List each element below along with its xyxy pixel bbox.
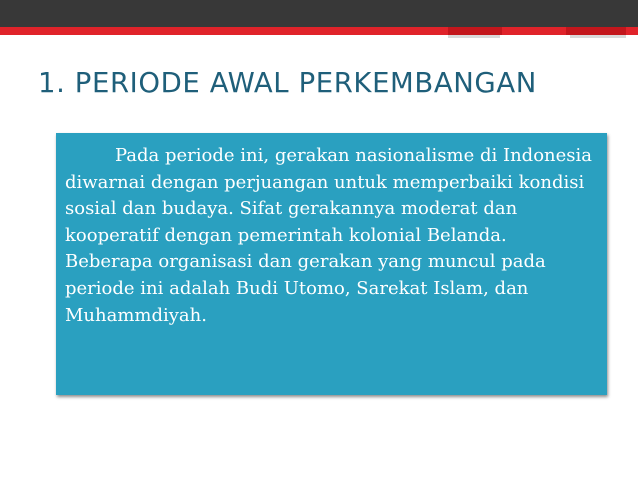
top-dark-bar — [0, 0, 638, 27]
slide-title: 1. PERIODE AWAL PERKEMBANGAN — [38, 67, 537, 99]
body-text: Pada periode ini, gerakan nasionalisme di Indonesia diwarnai dengan perjuangan untuk memperbaiki kondisi sosial dan budaya. Sifat gerakannya moderat dan kooperatif dengan pemerintah kolonial Belanda. Beberapa organisasi dan gerakan yang muncul pada periode ini adalah Budi Utomo, Sarekat Islam, dan Muhammdiyah. — [65, 145, 592, 326]
red-bar-segment — [566, 27, 626, 35]
red-accent-bar — [0, 27, 638, 35]
decorative-underline — [570, 35, 626, 38]
content-box — [56, 133, 607, 395]
red-bar-segment — [448, 27, 502, 35]
decorative-underline — [448, 35, 500, 38]
